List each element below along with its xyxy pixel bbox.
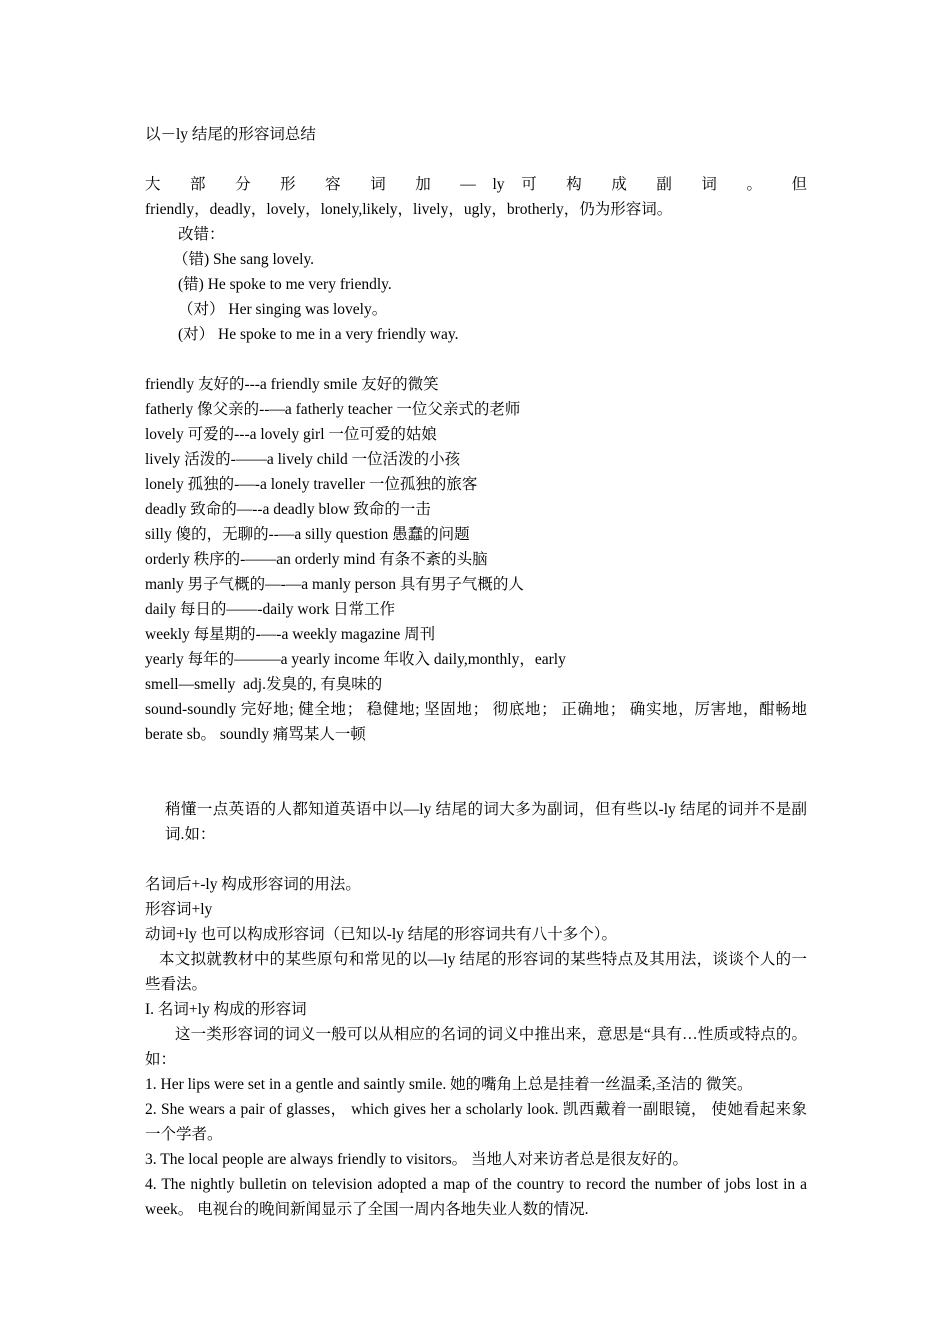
correction-item: (对） He spoke to me in a very friendly way. <box>178 326 459 343</box>
correction-item: (错) He spoke to me very friendly. <box>178 276 392 293</box>
example-line: smell—smelly adj.发臭的, 有臭味的 <box>145 676 383 693</box>
usage-line: 形容词+ly <box>145 901 213 918</box>
example-sentence: 4. The nightly bulletin on television adopted a map of the country to record the number of jobs lost in a week。 电视台的晚间新闻显示了全国一周内各地失业人数的情况. <box>145 1176 811 1218</box>
example-line: deadly 致命的—--a deadly blow 致命的一击 <box>145 501 431 518</box>
example-line: friendly 友好的---a friendly smile 友好的微笑 <box>145 376 439 393</box>
spacer <box>145 847 807 872</box>
example-line: yearly 每年的———a yearly income 年收入 daily,monthly，early <box>145 651 566 668</box>
usage-line: 动词+ly 也可以构成形容词（已知以-ly 结尾的形容词共有八十多个）。 <box>145 926 618 943</box>
example-line: lively 活泼的-——a lively child 一位活泼的小孩 <box>145 451 461 468</box>
example-line: weekly 每星期的-—-a weekly magazine 周刊 <box>145 626 436 643</box>
example-line: lonely 孤独的-—-a lonely traveller 一位孤独的旅客 <box>145 476 478 493</box>
example-line: fatherly 像父亲的--—a fatherly teacher 一位父亲式的老师 <box>145 401 521 418</box>
example-sentence: 2. She wears a pair of glasses， which gives her a scholarly look. 凯西戴着一副眼镜， 使她看起来象一个学者。 <box>145 1101 807 1143</box>
section-description: 这一类形容词的词义一般可以从相应的名词的词义中推出来，意思是“具有…性质或特点的。 如： <box>145 1026 811 1068</box>
correction-label: 改错： <box>178 226 225 243</box>
example-line: lovely 可爱的---a lovely girl 一位可爱的姑娘 <box>145 426 437 443</box>
example-sentence: 1. Her lips were set in a gentle and saintly smile. 她的嘴角上总是挂着一丝温柔,圣洁的 微笑。 <box>145 1076 753 1093</box>
sound-entry: sound-soundly 完好地; 健全地； 稳健地; 坚固地； 彻底地； 正确地； 确实地，厉害地，酣畅地 berate sb。 soundly 痛骂某人一顿 <box>145 701 811 743</box>
example-line: orderly 秩序的-——an orderly mind 有条不紊的头脑 <box>145 551 488 568</box>
document-title: 以－ly 结尾的形容词总结 <box>145 126 316 143</box>
correction-item: （对） Her singing was lovely。 <box>178 301 388 318</box>
purpose-paragraph: 本文拟就教材中的某些原句和常见的以—ly 结尾的形容词的某些特点及其用法，谈谈个人的一些看法。 <box>145 951 807 993</box>
intro-line-2: friendly，deadly，lovely，lonely,likely，lively，ugly，brotherly，仍为形容词。 <box>145 201 673 218</box>
example-line: silly 傻的，无聊的--—a silly question 愚蠢的问题 <box>145 526 470 543</box>
example-sentence: 3. The local people are always friendly to visitors。 当地人对来访者总是很友好的。 <box>145 1151 688 1168</box>
spacer <box>145 747 807 797</box>
example-line: manly 男子气概的—-—a manly person 具有男子气概的人 <box>145 576 524 593</box>
correction-item: （错) She sang lovely. <box>173 251 315 268</box>
document-page <box>145 122 811 1222</box>
section-heading: I. 名词+ly 构成的形容词 <box>145 1001 307 1018</box>
intro-paragraph: 稍懂一点英语的人都知道英语中以—ly 结尾的词大多为副词，但有些以-ly 结尾的词并不是副词.如： <box>165 801 807 843</box>
intro-line-1: 大 部 分 形 容 词 加 — ly 可 构 成 副 词 。 但 <box>145 176 807 193</box>
usage-line: 名词后+-ly 构成形容词的用法。 <box>145 876 361 893</box>
spacer <box>145 147 807 172</box>
spacer <box>145 347 807 372</box>
example-line: daily 每日的——-daily work 日常工作 <box>145 601 396 618</box>
